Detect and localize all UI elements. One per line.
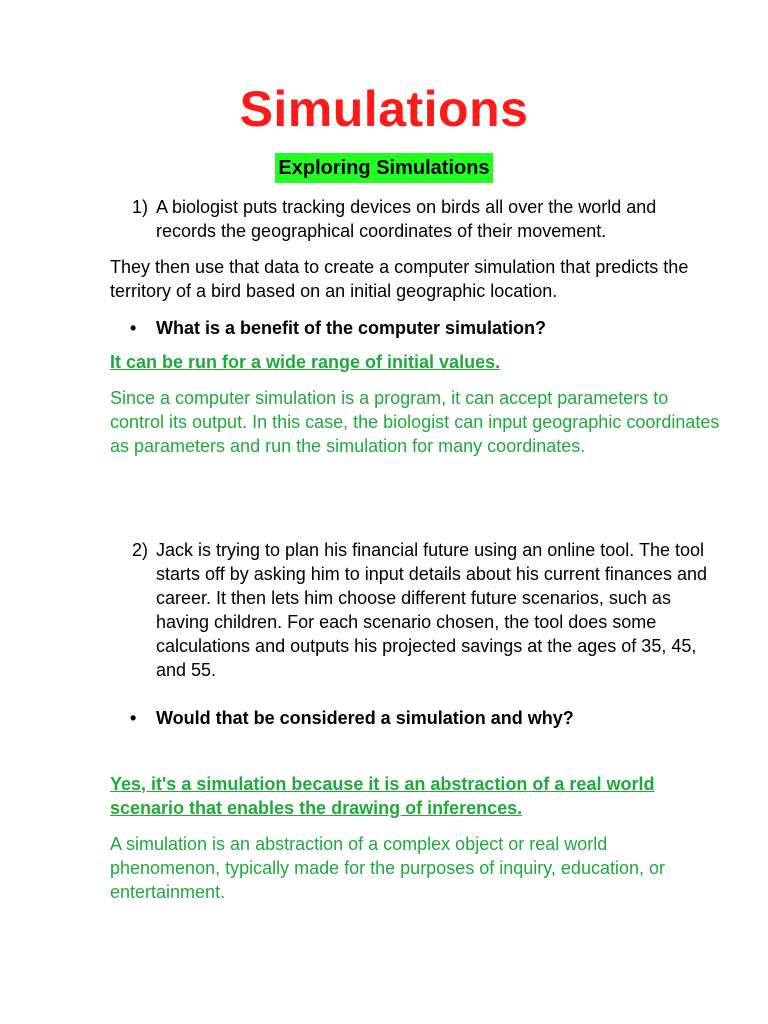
question-1-context: They then use that data to create a computer simulation that predicts the territory of a bird based on an initial geographic location.: [110, 257, 689, 301]
question-1-answer: It can be run for a wide range of initial values.: [110, 352, 501, 372]
question-1-prompt: What is a benefit of the computer simulation?: [156, 318, 547, 338]
page-title: Simulations: [239, 81, 529, 137]
bullet-icon: •: [130, 708, 137, 728]
question-1-explanation: Since a computer simulation is a program, it can accept parameters to control its output. In this case, the biologist can input geographic coordinates as parameters and run the simulation for many coordinates.: [110, 388, 720, 456]
question-2-explanation: A simulation is an abstraction of a complex object or real world phenomenon, typically made for the purposes of inquiry, education, or entertainment.: [110, 834, 665, 902]
question-2-prompt: Would that be considered a simulation and why?: [156, 708, 574, 728]
question-1-bullet: [110, 316, 720, 340]
subtitle-container: [0, 153, 768, 183]
question-1-number: 1): [132, 197, 149, 217]
question-2-answer: Yes, it's a simulation because it is an abstraction of a real world scenario that enables the drawing of inferences.: [110, 774, 655, 818]
question-2-text: Jack is trying to plan his financial future using an online tool. The tool starts off by asking him to input details about his current finances and career. It then lets him choose different future scenarios, such as having children. For each scenario chosen, the tool does some calculations and outputs his projected savings at the ages of 35, 45, and 55.: [156, 540, 707, 680]
question-2-bullet: [110, 706, 720, 730]
question-2: [110, 538, 720, 682]
question-1-text: A biologist puts tracking devices on birds all over the world and records the geographical coordinates of their movement.: [156, 197, 657, 241]
bullet-icon: •: [130, 318, 137, 338]
page-subtitle: Exploring Simulations: [275, 153, 492, 183]
question-2-number: 2): [132, 540, 149, 560]
question-1: [110, 195, 720, 243]
